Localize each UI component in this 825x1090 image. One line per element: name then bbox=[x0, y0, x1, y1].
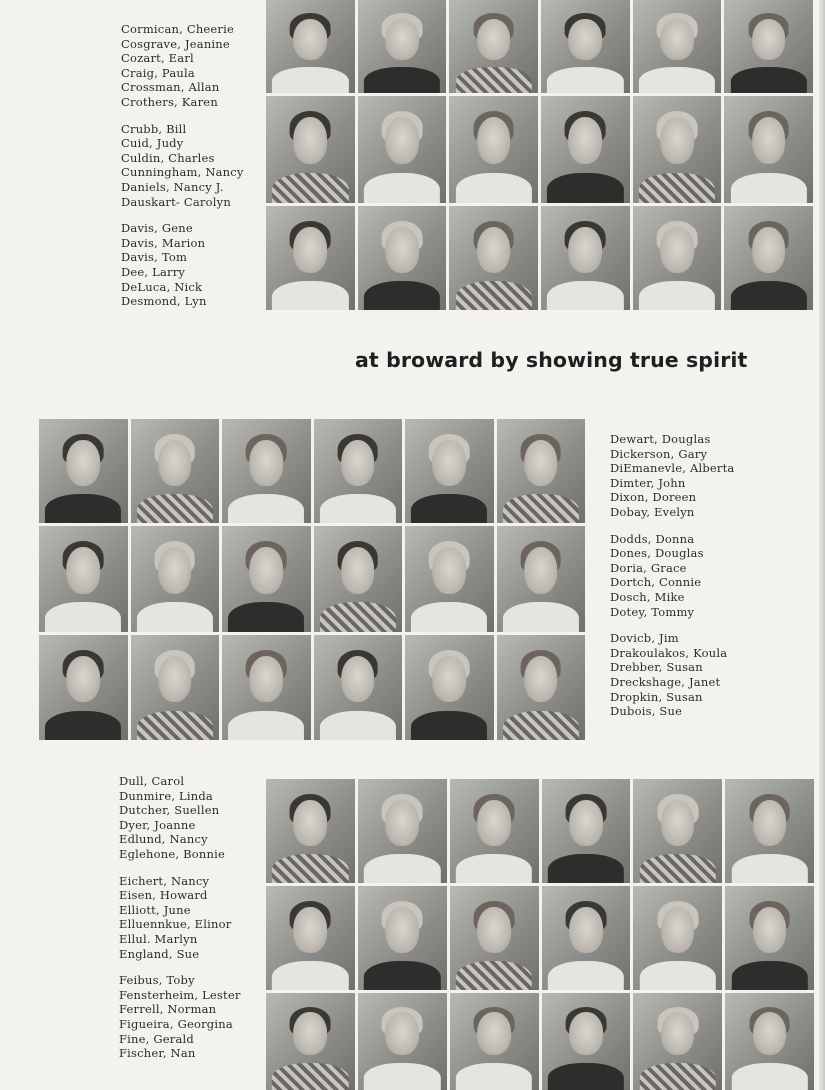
student-name: Dotey, Tommy bbox=[610, 604, 695, 619]
portrait-shirt-shape bbox=[137, 711, 213, 740]
student-portrait-photo bbox=[266, 886, 355, 990]
student-name: Edlund, Nancy bbox=[119, 832, 208, 847]
student-name: Eglehone, Bonnie bbox=[119, 846, 225, 861]
portrait-face-shape bbox=[477, 907, 511, 953]
portrait-shirt-shape bbox=[272, 281, 348, 310]
student-portrait-photo bbox=[725, 779, 814, 883]
portrait-face-shape bbox=[661, 907, 695, 953]
student-name: Dubois, Sue bbox=[610, 704, 683, 719]
student-name: Davis, Gene bbox=[121, 221, 193, 236]
portrait-face-shape bbox=[753, 1012, 787, 1055]
portrait-shirt-shape bbox=[272, 67, 348, 93]
portrait-face-shape bbox=[752, 19, 786, 60]
portrait-face-shape bbox=[477, 800, 511, 846]
student-name: Crossman, Allan bbox=[121, 80, 220, 95]
portrait-face-shape bbox=[524, 440, 558, 486]
student-name: Dixon, Doreen bbox=[610, 490, 697, 505]
portrait-shirt-shape bbox=[320, 711, 396, 740]
portrait-shirt-shape bbox=[137, 602, 213, 632]
student-name: Dutcher, Suellen bbox=[119, 803, 220, 818]
portrait-face-shape bbox=[660, 19, 694, 60]
student-portrait-photo bbox=[222, 526, 311, 632]
student-name: Dodds, Donna bbox=[610, 531, 695, 546]
portrait-shirt-shape bbox=[731, 281, 807, 310]
student-name: Dull, Carol bbox=[119, 774, 185, 788]
portrait-shirt-shape bbox=[320, 494, 396, 523]
portrait-shirt-shape bbox=[547, 67, 623, 93]
student-portrait-photo bbox=[314, 526, 403, 632]
student-portrait-photo bbox=[266, 0, 355, 93]
portrait-shirt-shape bbox=[547, 281, 623, 310]
student-portrait-photo bbox=[131, 419, 220, 523]
student-portrait-photo bbox=[39, 526, 128, 632]
student-name: Davis, Marion bbox=[121, 235, 206, 250]
student-name: Dewart, Douglas bbox=[610, 432, 711, 446]
portrait-face-shape bbox=[385, 1012, 419, 1055]
student-portrait-photo bbox=[266, 779, 355, 883]
portrait-face-shape bbox=[66, 547, 100, 594]
student-name: Dovicb, Jim bbox=[610, 631, 679, 646]
portrait-face-shape bbox=[568, 19, 602, 60]
student-portrait-photo bbox=[222, 635, 311, 740]
student-name: Dee, Larry bbox=[121, 264, 186, 279]
student-portrait-photo bbox=[39, 419, 128, 523]
portrait-face-shape bbox=[569, 1012, 603, 1055]
names-list-section-3 bbox=[119, 774, 241, 1061]
portrait-shirt-shape bbox=[456, 854, 532, 883]
student-portrait-photo bbox=[405, 526, 494, 632]
student-name: Cosgrave, Jeanine bbox=[121, 36, 230, 51]
student-name: Cunningham, Nancy bbox=[121, 165, 244, 180]
portrait-face-shape bbox=[158, 547, 192, 594]
student-portrait-photo bbox=[358, 96, 447, 203]
portrait-face-shape bbox=[66, 656, 100, 702]
student-portrait-photo bbox=[633, 779, 722, 883]
portrait-shirt-shape bbox=[320, 602, 396, 632]
portrait-face-shape bbox=[752, 117, 786, 164]
portrait-shirt-shape bbox=[456, 281, 532, 310]
student-portrait-photo bbox=[724, 96, 813, 203]
student-name: England, Sue bbox=[119, 946, 200, 961]
portrait-face-shape bbox=[661, 800, 695, 846]
student-portrait-photo bbox=[541, 0, 630, 93]
portrait-shirt-shape bbox=[364, 281, 440, 310]
student-name: Ellul. Marlyn bbox=[119, 931, 198, 946]
student-portrait-photo bbox=[449, 206, 538, 310]
student-name: Dreckshage, Janet bbox=[610, 674, 721, 689]
student-portrait-photo bbox=[633, 206, 722, 310]
portrait-face-shape bbox=[477, 19, 511, 60]
portrait-face-shape bbox=[249, 547, 283, 594]
portrait-shirt-shape bbox=[731, 173, 807, 203]
portrait-shirt-shape bbox=[272, 1063, 348, 1090]
student-name: Elliott, June bbox=[119, 902, 191, 917]
student-name: Fensterheim, Lester bbox=[119, 987, 241, 1002]
portrait-shirt-shape bbox=[456, 1063, 532, 1090]
portrait-face-shape bbox=[569, 907, 603, 953]
student-portrait-photo bbox=[449, 96, 538, 203]
student-name: Crothers, Karen bbox=[121, 94, 218, 109]
portrait-shirt-shape bbox=[456, 67, 532, 93]
student-name: Cuid, Judy bbox=[121, 136, 184, 151]
student-name: Dauskart- Carolyn bbox=[121, 194, 231, 209]
portrait-face-shape bbox=[249, 440, 283, 486]
portrait-face-shape bbox=[341, 656, 375, 702]
student-portrait-photo bbox=[131, 526, 220, 632]
photo-grid-section-2 bbox=[39, 419, 585, 740]
portrait-face-shape bbox=[385, 800, 419, 846]
portrait-shirt-shape bbox=[364, 854, 440, 883]
student-portrait-photo bbox=[39, 635, 128, 740]
student-name: Dosch, Mike bbox=[610, 589, 685, 604]
student-name: Craig, Paula bbox=[121, 65, 195, 80]
student-portrait-photo bbox=[266, 993, 355, 1090]
portrait-face-shape bbox=[66, 440, 100, 486]
student-portrait-photo bbox=[314, 419, 403, 523]
portrait-shirt-shape bbox=[503, 494, 579, 523]
student-name: Dunmire, Linda bbox=[119, 788, 213, 803]
portrait-shirt-shape bbox=[639, 173, 715, 203]
student-name: Cozart, Earl bbox=[121, 51, 194, 66]
student-portrait-photo bbox=[542, 993, 631, 1090]
portrait-shirt-shape bbox=[731, 67, 807, 93]
student-portrait-photo bbox=[497, 635, 586, 740]
student-name: Ferrell, Norman bbox=[119, 1002, 217, 1017]
portrait-shirt-shape bbox=[228, 494, 304, 523]
portrait-shirt-shape bbox=[364, 67, 440, 93]
student-name: Desmond, Lyn bbox=[121, 294, 207, 309]
student-portrait-photo bbox=[724, 0, 813, 93]
portrait-face-shape bbox=[158, 440, 192, 486]
portrait-face-shape bbox=[477, 227, 511, 273]
student-name: Dortch, Connie bbox=[610, 575, 702, 590]
student-portrait-photo bbox=[633, 96, 722, 203]
portrait-shirt-shape bbox=[45, 494, 121, 523]
portrait-face-shape bbox=[158, 656, 192, 702]
student-portrait-photo bbox=[266, 206, 355, 310]
portrait-face-shape bbox=[753, 907, 787, 953]
student-name: Dropkin, Susan bbox=[610, 689, 703, 704]
student-portrait-photo bbox=[541, 206, 630, 310]
student-portrait-photo bbox=[542, 779, 631, 883]
portrait-shirt-shape bbox=[548, 854, 624, 883]
portrait-face-shape bbox=[294, 800, 328, 846]
portrait-shirt-shape bbox=[547, 173, 623, 203]
portrait-face-shape bbox=[660, 227, 694, 273]
portrait-face-shape bbox=[293, 227, 327, 273]
portrait-face-shape bbox=[293, 117, 327, 164]
portrait-shirt-shape bbox=[456, 173, 532, 203]
photo-grid-section-3 bbox=[266, 779, 814, 1090]
portrait-shirt-shape bbox=[364, 173, 440, 203]
portrait-face-shape bbox=[752, 227, 786, 273]
student-portrait-photo bbox=[405, 419, 494, 523]
portrait-shirt-shape bbox=[228, 602, 304, 632]
portrait-shirt-shape bbox=[364, 1063, 440, 1090]
portrait-face-shape bbox=[432, 656, 466, 702]
student-name: Eichert, Nancy bbox=[119, 873, 210, 888]
photo-grid-section-1 bbox=[266, 0, 813, 310]
portrait-face-shape bbox=[293, 19, 327, 60]
portrait-face-shape bbox=[660, 117, 694, 164]
student-name: Eisen, Howard bbox=[119, 888, 208, 903]
student-portrait-photo bbox=[449, 0, 538, 93]
student-portrait-photo bbox=[450, 993, 539, 1090]
page-binding-edge bbox=[819, 0, 825, 1090]
portrait-face-shape bbox=[432, 547, 466, 594]
student-portrait-photo bbox=[358, 886, 447, 990]
portrait-face-shape bbox=[477, 117, 511, 164]
student-portrait-photo bbox=[725, 993, 814, 1090]
student-name: Feibus, Toby bbox=[119, 973, 195, 988]
student-name: Doria, Grace bbox=[610, 560, 687, 575]
portrait-shirt-shape bbox=[640, 854, 716, 883]
portrait-shirt-shape bbox=[45, 711, 121, 740]
portrait-shirt-shape bbox=[548, 961, 624, 990]
student-name: Dimter, John bbox=[610, 475, 686, 490]
portrait-face-shape bbox=[385, 227, 419, 273]
student-portrait-photo bbox=[358, 993, 447, 1090]
portrait-shirt-shape bbox=[272, 961, 348, 990]
portrait-shirt-shape bbox=[137, 494, 213, 523]
student-name: Daniels, Nancy J. bbox=[121, 179, 224, 194]
portrait-shirt-shape bbox=[639, 281, 715, 310]
student-name: Dyer, Joanne bbox=[119, 817, 196, 832]
portrait-face-shape bbox=[432, 440, 466, 486]
portrait-shirt-shape bbox=[640, 1063, 716, 1090]
portrait-shirt-shape bbox=[731, 961, 807, 990]
student-name: Crubb, Bill bbox=[121, 121, 187, 136]
portrait-shirt-shape bbox=[731, 1063, 807, 1090]
portrait-face-shape bbox=[385, 19, 419, 60]
student-name: Figueira, Georgina bbox=[119, 1016, 233, 1031]
portrait-shirt-shape bbox=[45, 602, 121, 632]
student-portrait-photo bbox=[497, 526, 586, 632]
page-headline: at broward by showing true spirit bbox=[355, 348, 748, 372]
student-name: DeLuca, Nick bbox=[121, 279, 203, 294]
names-list-section-1 bbox=[121, 22, 244, 309]
portrait-face-shape bbox=[753, 800, 787, 846]
student-portrait-photo bbox=[541, 96, 630, 203]
student-portrait-photo bbox=[358, 206, 447, 310]
student-portrait-photo bbox=[358, 0, 447, 93]
student-name: Dickerson, Gary bbox=[610, 446, 708, 461]
portrait-shirt-shape bbox=[228, 711, 304, 740]
portrait-face-shape bbox=[249, 656, 283, 702]
student-portrait-photo bbox=[542, 886, 631, 990]
portrait-shirt-shape bbox=[364, 961, 440, 990]
student-portrait-photo bbox=[450, 779, 539, 883]
portrait-face-shape bbox=[524, 547, 558, 594]
student-name: Cormican, Cheerie bbox=[121, 22, 235, 36]
portrait-shirt-shape bbox=[272, 854, 348, 883]
portrait-face-shape bbox=[294, 1012, 328, 1055]
portrait-shirt-shape bbox=[640, 961, 716, 990]
portrait-face-shape bbox=[661, 1012, 695, 1055]
portrait-shirt-shape bbox=[503, 602, 579, 632]
student-portrait-photo bbox=[724, 206, 813, 310]
portrait-face-shape bbox=[385, 117, 419, 164]
student-portrait-photo bbox=[405, 635, 494, 740]
student-name: Drakoulakos, Koula bbox=[610, 645, 728, 660]
student-name: Fischer, Nan bbox=[119, 1046, 196, 1061]
student-portrait-photo bbox=[633, 993, 722, 1090]
portrait-face-shape bbox=[385, 907, 419, 953]
student-portrait-photo bbox=[222, 419, 311, 523]
portrait-shirt-shape bbox=[272, 173, 348, 203]
portrait-face-shape bbox=[569, 800, 603, 846]
portrait-shirt-shape bbox=[411, 494, 487, 523]
student-name: DiEmanevle, Alberta bbox=[610, 461, 735, 476]
student-portrait-photo bbox=[450, 886, 539, 990]
names-list-section-2 bbox=[610, 432, 734, 719]
student-name: Fine, Gerald bbox=[119, 1031, 194, 1046]
student-name: Dobay, Evelyn bbox=[610, 504, 695, 519]
portrait-face-shape bbox=[341, 547, 375, 594]
portrait-face-shape bbox=[524, 656, 558, 702]
portrait-shirt-shape bbox=[503, 711, 579, 740]
student-portrait-photo bbox=[266, 96, 355, 203]
student-portrait-photo bbox=[633, 886, 722, 990]
portrait-face-shape bbox=[568, 227, 602, 273]
portrait-shirt-shape bbox=[639, 67, 715, 93]
student-portrait-photo bbox=[131, 635, 220, 740]
student-name: Elluennkue, Elinor bbox=[119, 917, 232, 932]
portrait-shirt-shape bbox=[411, 711, 487, 740]
student-name: Dones, Douglas bbox=[610, 546, 704, 561]
student-name: Drebber, Susan bbox=[610, 660, 703, 675]
student-portrait-photo bbox=[725, 886, 814, 990]
portrait-shirt-shape bbox=[456, 961, 532, 990]
student-name: Davis, Tom bbox=[121, 250, 188, 265]
portrait-shirt-shape bbox=[731, 854, 807, 883]
portrait-face-shape bbox=[294, 907, 328, 953]
student-portrait-photo bbox=[497, 419, 586, 523]
student-portrait-photo bbox=[358, 779, 447, 883]
portrait-shirt-shape bbox=[548, 1063, 624, 1090]
portrait-face-shape bbox=[568, 117, 602, 164]
student-name: Culdin, Charles bbox=[121, 150, 215, 165]
portrait-face-shape bbox=[477, 1012, 511, 1055]
student-portrait-photo bbox=[633, 0, 722, 93]
student-portrait-photo bbox=[314, 635, 403, 740]
portrait-face-shape bbox=[341, 440, 375, 486]
portrait-shirt-shape bbox=[411, 602, 487, 632]
